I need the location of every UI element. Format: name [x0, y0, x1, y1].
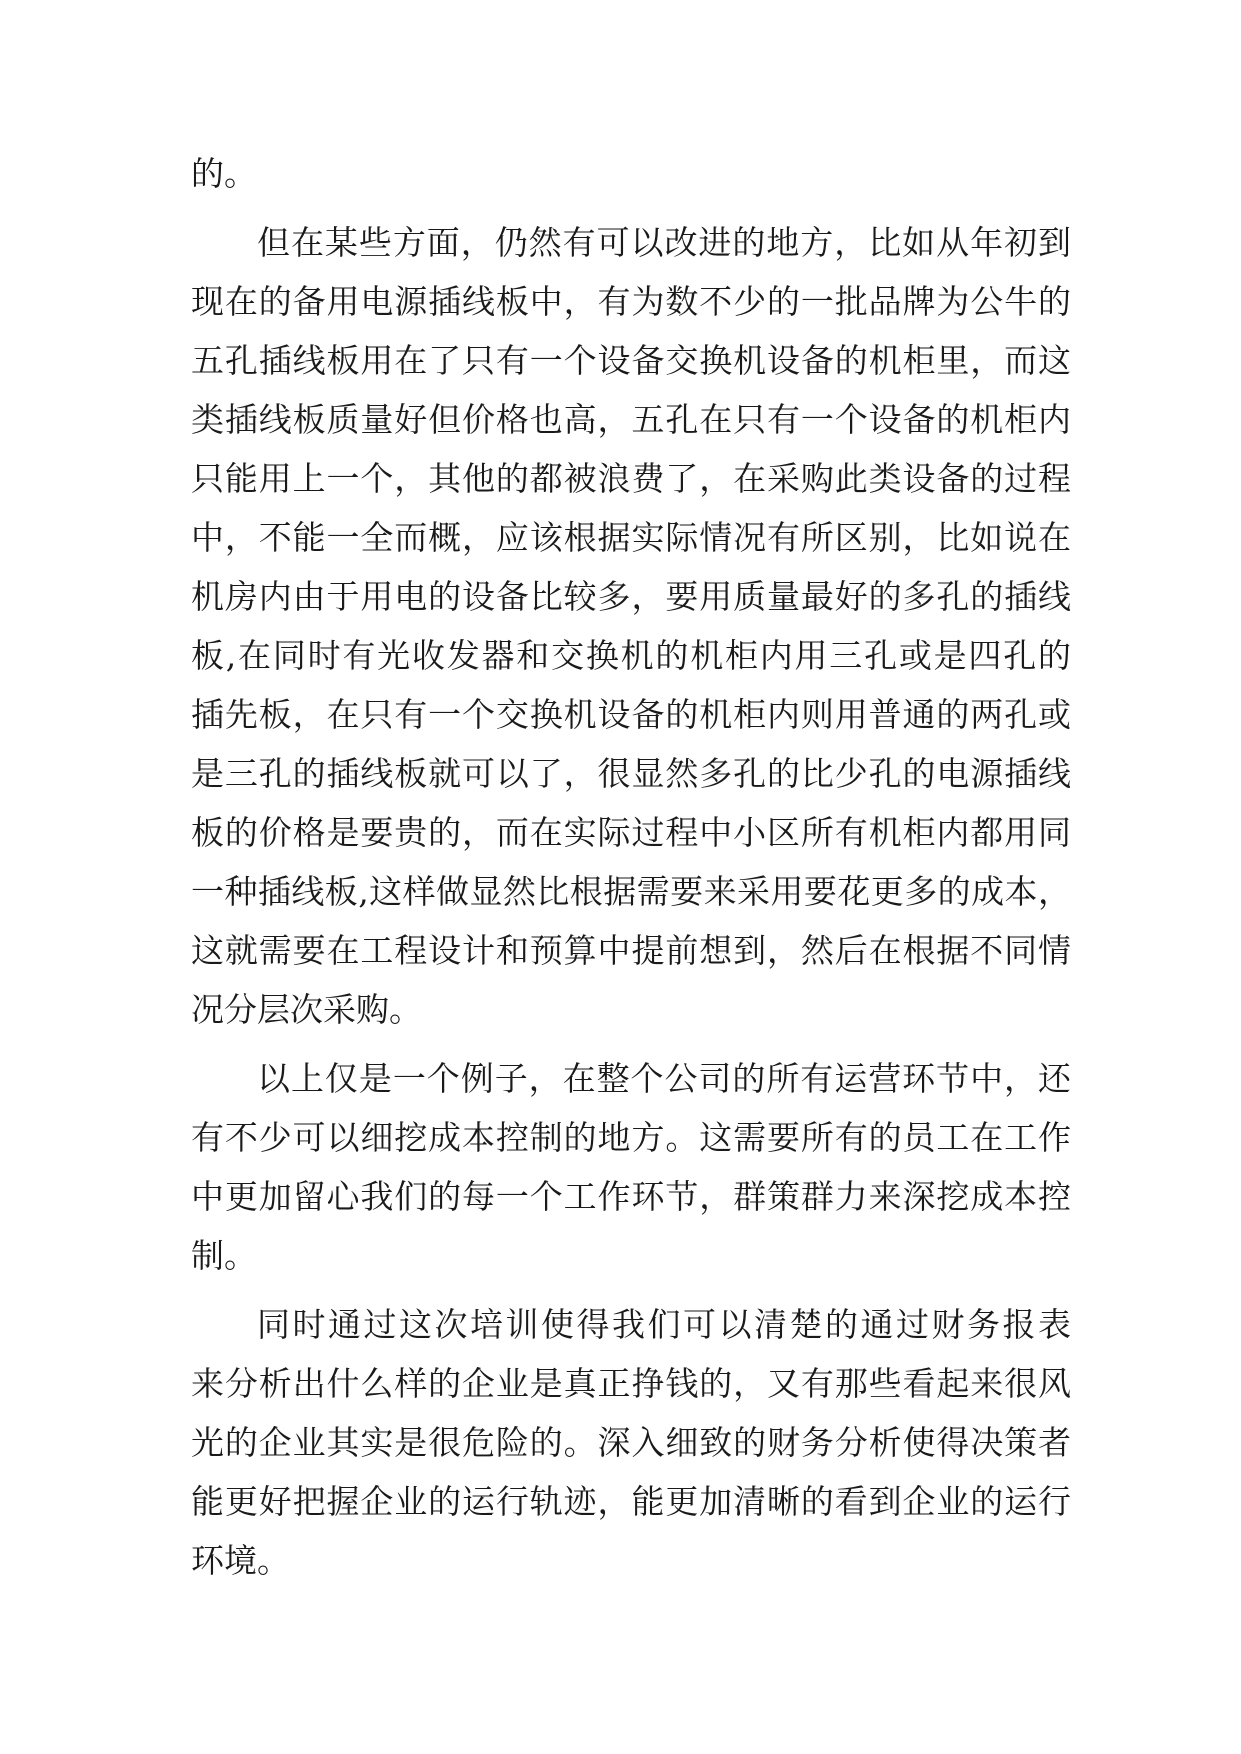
paragraph-3-line-1: 以上仅是一个例子，在整个公司的所有运营环节中，还: [257, 1059, 1071, 1098]
paragraph-3-line-2: 有不少可以细挖成本控制的地方。这需要所有的员工在工作: [191, 1118, 1071, 1157]
paragraph-2-line-8: 板,在同时有光收发器和交换机的机柜内用三孔或是四孔的: [191, 636, 1071, 675]
paragraph-2-line-12: 一种插线板,这样做显然比根据需要来采用要花更多的成本，: [191, 872, 1071, 911]
paragraph-4-line-1: 同时通过这次培训使得我们可以清楚的通过财务报表: [257, 1305, 1071, 1344]
paragraph-4-line-2: 来分析出什么样的企业是真正挣钱的，又有那些看起来很风: [191, 1364, 1071, 1403]
paragraph-1-line-1: 的。: [191, 154, 257, 193]
paragraph-2-line-1: 但在某些方面，仍然有可以改进的地方，比如从年初到: [257, 223, 1071, 262]
paragraph-2-line-6: 中，不能一全而概，应该根据实际情况有所区别，比如说在: [191, 518, 1071, 557]
paragraph-4-line-5: 环境。: [191, 1541, 290, 1580]
body-text: [191, 144, 1071, 1590]
paragraph-2-line-10: 是三孔的插线板就可以了，很显然多孔的比少孔的电源插线: [191, 754, 1071, 793]
paragraph-2-line-14: 况分层次采购。: [191, 990, 422, 1029]
paragraph-2-line-13: 这就需要在工程设计和预算中提前想到，然后在根据不同情: [191, 931, 1071, 970]
paragraph-2-line-7: 机房内由于用电的设备比较多，要用质量最好的多孔的插线: [191, 577, 1071, 616]
paragraph-4-line-4: 能更好把握企业的运行轨迹，能更加清晰的看到企业的运行: [191, 1482, 1071, 1521]
paragraph-2-line-5: 只能用上一个，其他的都被浪费了，在采购此类设备的过程: [191, 459, 1071, 498]
paragraph-2-line-3: 五孔插线板用在了只有一个设备交换机设备的机柜里，而这: [191, 341, 1071, 380]
paragraph-3-line-4: 制。: [191, 1236, 257, 1275]
paragraph-3-line-3: 中更加留心我们的每一个工作环节，群策群力来深挖成本控: [191, 1177, 1071, 1216]
paragraph-2-line-2: 现在的备用电源插线板中，有为数不少的一批品牌为公牛的: [191, 282, 1071, 321]
paragraph-2-line-9: 插先板，在只有一个交换机设备的机柜内则用普通的两孔或: [191, 695, 1071, 734]
paragraph-2-line-11: 板的价格是要贵的，而在实际过程中小区所有机柜内都用同: [191, 813, 1071, 852]
paragraph-4-line-3: 光的企业其实是很危险的。深入细致的财务分析使得决策者: [191, 1423, 1071, 1462]
paragraph-2-line-4: 类插线板质量好但价格也高，五孔在只有一个设备的机柜内: [191, 400, 1071, 439]
